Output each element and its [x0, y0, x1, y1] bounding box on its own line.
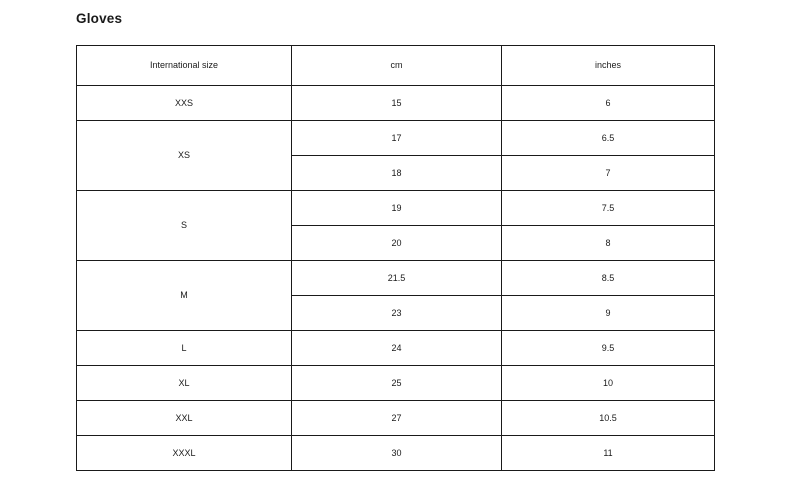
cell-cm: 25: [292, 366, 502, 401]
cell-cm: 21.5: [292, 261, 502, 296]
table-row: [77, 261, 715, 296]
cell-cm: 17: [292, 121, 502, 156]
table-body: [77, 86, 715, 471]
cell-international-size: S: [77, 191, 292, 261]
cell-international-size: M: [77, 261, 292, 331]
cell-inches: 9.5: [502, 331, 715, 366]
column-header-inches: inches: [502, 46, 715, 86]
cell-cm: 19: [292, 191, 502, 226]
cell-international-size: XS: [77, 121, 292, 191]
cell-international-size: XXL: [77, 401, 292, 436]
table-row: [77, 121, 715, 156]
size-table-container: [76, 45, 714, 471]
column-header-cm: cm: [292, 46, 502, 86]
cell-inches: 11: [502, 436, 715, 471]
cell-inches: 10.5: [502, 401, 715, 436]
cell-inches: 9: [502, 296, 715, 331]
table-row: [77, 86, 715, 121]
cell-international-size: L: [77, 331, 292, 366]
column-header-international-size: International size: [77, 46, 292, 86]
size-table: [76, 45, 715, 471]
table-header-row: [77, 46, 715, 86]
table-row: [77, 331, 715, 366]
cell-inches: 7: [502, 156, 715, 191]
cell-international-size: XXS: [77, 86, 292, 121]
cell-cm: 15: [292, 86, 502, 121]
cell-inches: 6: [502, 86, 715, 121]
table-header: [77, 46, 715, 86]
cell-cm: 18: [292, 156, 502, 191]
cell-cm: 20: [292, 226, 502, 261]
cell-inches: 8.5: [502, 261, 715, 296]
cell-inches: 10: [502, 366, 715, 401]
cell-inches: 8: [502, 226, 715, 261]
cell-inches: 7.5: [502, 191, 715, 226]
cell-cm: 27: [292, 401, 502, 436]
table-row: [77, 436, 715, 471]
cell-international-size: XXXL: [77, 436, 292, 471]
cell-inches: 6.5: [502, 121, 715, 156]
cell-international-size: XL: [77, 366, 292, 401]
table-row: [77, 366, 715, 401]
cell-cm: 24: [292, 331, 502, 366]
cell-cm: 30: [292, 436, 502, 471]
table-row: [77, 401, 715, 436]
table-row: [77, 191, 715, 226]
cell-cm: 23: [292, 296, 502, 331]
page-title: Gloves: [76, 11, 123, 26]
